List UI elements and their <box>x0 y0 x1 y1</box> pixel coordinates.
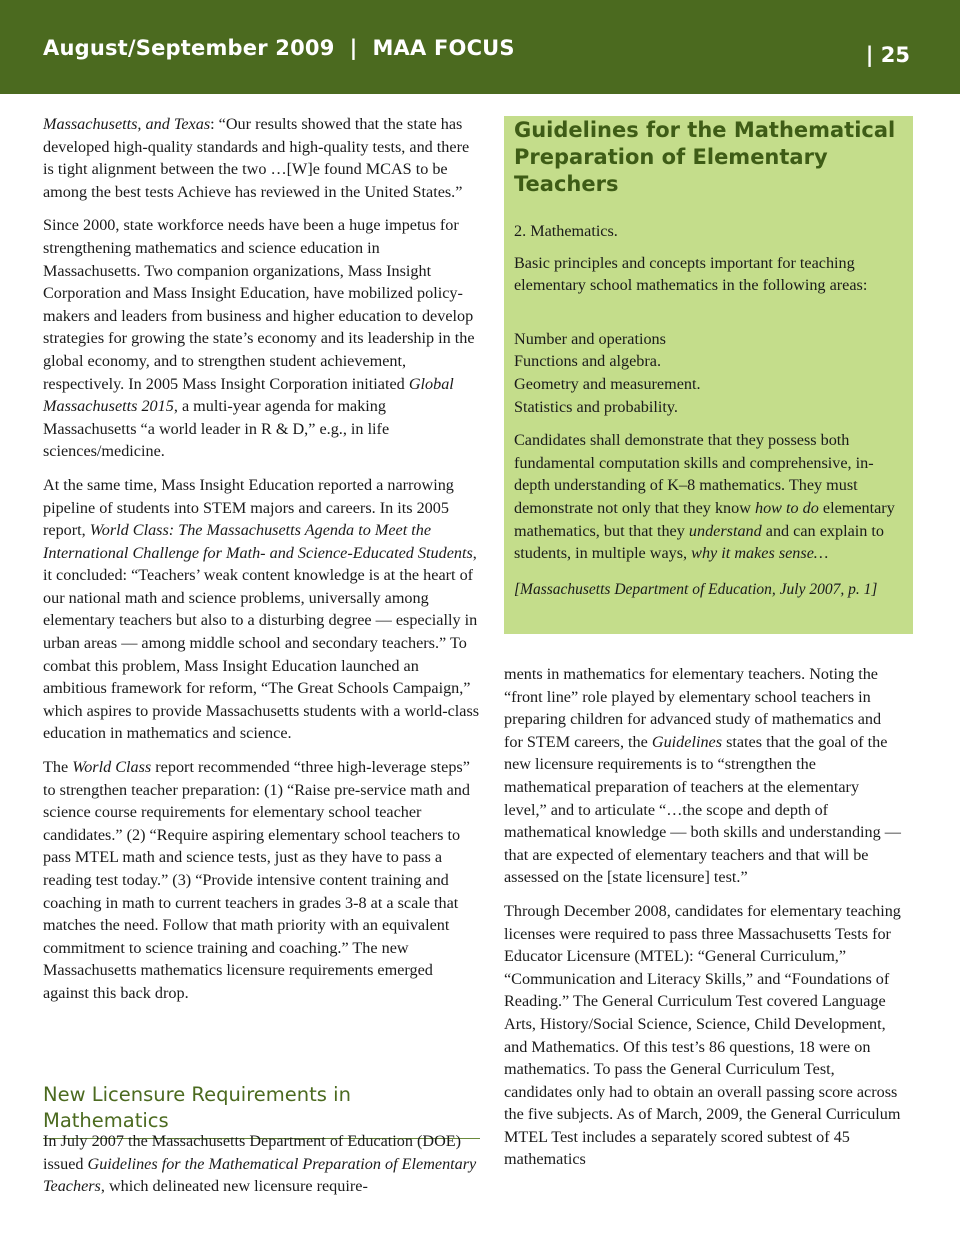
paragraph-text: states that the goal of the new licensure requirements is to “strengthen the mathematical preparation of teachers at the elementary level,” and to articulate “…the scope and depth of mathematical knowledge — both skills and understanding — that are expected of elementary teachers and that will be assessed on the [state licensure] test.” <box>504 732 901 887</box>
list-item: Statistics and probability. <box>514 397 678 416</box>
emphasis: how to do <box>754 498 819 517</box>
section-heading: New Licensure Requirements in Mathematics <box>43 1082 480 1139</box>
emphasis: World Class <box>72 758 152 777</box>
page-number: | 25 <box>865 43 910 67</box>
paragraph-text: In July 2007 the Massachusetts Department of Education (DOE) issued <box>43 1132 462 1173</box>
sidebar-area-list <box>514 328 906 418</box>
paragraph-text: report recommended “three high-leverage steps” to strengthen teacher preparation: (1) “Raise pre-service math and science course requirements for elementary school teacher candidates.” (2) “Require aspiring elementary school teachers to pass MTEL math and science tests, just as they have to pass a reading test today.” (3) “Provide intensive content training and coaching in math to current teachers in grades 3-8 at a scale that matches the need. Follow that math priority with an equivalent commitment to science training and coaching.” The new Massachusetts mathematics licensure requirements emerged against this back drop. <box>43 758 470 1002</box>
emphasis: Guidelines for the Mathematical Preparation of Elementary Teachers <box>43 1154 477 1196</box>
paragraph-1 <box>43 113 480 203</box>
sidebar-title: Guidelines for the Mathematical Preparation of Elementary Teachers <box>514 118 896 196</box>
paragraph-5 <box>504 663 904 889</box>
paragraph-3 <box>43 474 480 745</box>
sidebar-intro: Basic principles and concepts important for teaching elementary school mathematics in the following areas: <box>514 253 868 295</box>
paragraph-text: : “Our results showed that the state has developed high-quality standards and high-quality tests, and there is tight alignment between the two …[W]e found MCAS to be among the best tests Achieve has reviewed in the United States.” <box>43 115 470 201</box>
sidebar-section-label: 2. Mathematics. <box>514 222 618 240</box>
paragraph-4 <box>43 756 480 1005</box>
emphasis: understand <box>688 521 762 540</box>
paragraph-text: , which delineated new licensure require- <box>100 1177 368 1196</box>
paragraph-text: Candidates shall demonstrate that they possess both fundamental computation skills and comprehensive, in-depth understanding of K–8 mathematics. They must demonstrate not only that they know <box>514 431 874 517</box>
right-column <box>504 663 904 1182</box>
emphasis: why it makes sense… <box>691 544 829 563</box>
emphasis: World Class: The Massachusetts Agenda to Meet the International Challenge for Math- and Science-Educated Students <box>43 521 473 562</box>
list-item: Number and operations <box>514 329 666 348</box>
paragraph-text: At the same time, Mass Insight Education reported a narrowing pipeline of students into STEM majors and careers. In its 2005 report, <box>43 475 454 540</box>
left-column <box>43 113 480 1016</box>
emphasis: Global Massachusetts 2015 <box>43 374 454 416</box>
paragraph-text: ments in mathematics for elementary teachers. Noting the “front line” role played by elementary school teachers in preparing children for advanced study of mathematics and for STEM careers, the <box>504 665 882 751</box>
running-header-title: August/September 2009 | MAA FOCUS <box>43 36 515 60</box>
guidelines-sidebar <box>504 116 913 634</box>
sidebar-candidates-text <box>514 429 906 565</box>
emphasis: Guidelines <box>651 732 723 751</box>
page-header <box>0 0 960 94</box>
paragraph-text: , a multi-year agenda for making Massachusetts “a world leader in R & D,” e.g., in life sciences/medicine. <box>43 397 390 461</box>
sidebar-citation: [Massachusetts Department of Education, July 2007, p. 1] <box>514 580 878 598</box>
paragraph-2 <box>43 214 480 463</box>
emphasis: Massachusetts, and Texas <box>43 115 211 133</box>
paragraph-text: The <box>43 758 73 777</box>
paragraph-6: Through December 2008, candidates for elementary teaching licenses were required to pass three Massachusetts Tests for Educator Licensure (MTEL): “General Curriculum,” “Communication and Literacy Skills,” and “Foundations of Reading.” The General Curriculum Test covered Language Arts, History/Social Science, Science, Child Development, and Mathematics. Of this test’s 86 questions, 18 were on mathematics. To pass the General Curriculum Test, candidates only had to obtain an overall passing score across the five subjects. As of March, 2009, the General Curriculum MTEL Test includes a separately scored subtest of 45 mathematics <box>504 901 901 1169</box>
section-body <box>43 1130 480 1198</box>
paragraph-text: elementary mathematics, but that they <box>514 498 895 540</box>
list-item: Functions and algebra. <box>514 352 661 371</box>
paragraph-text: , it concluded: “Teachers’ weak content knowledge is at the heart of our national math and science problems, universally among elementary teachers but also to a disturbing degree — especially in urban areas — among middle school and secondary teachers.” To combat this problem, Mass Insight Education launched an ambitious framework for reform, “The Great Schools Campaign,” which aspires to provide Massachusetts students with a world-class education in mathematics and science. <box>43 543 480 743</box>
list-item: Geometry and measurement. <box>514 374 701 393</box>
paragraph-text: Since 2000, state workforce needs have been a huge impetus for strengthening mathematics and science education in Massachusetts. Two companion organizations, Mass Insight Corporation and Mass Insight Education, have mobilized policy-makers and leaders from business and higher education to develop strategies for growing the state’s economy and its leadership in the global economy, and to strengthen student achievement, respectively. In 2005 Mass Insight Corporation initiated <box>43 216 475 393</box>
paragraph-text: and can explain to students, in multiple ways, <box>514 521 884 563</box>
